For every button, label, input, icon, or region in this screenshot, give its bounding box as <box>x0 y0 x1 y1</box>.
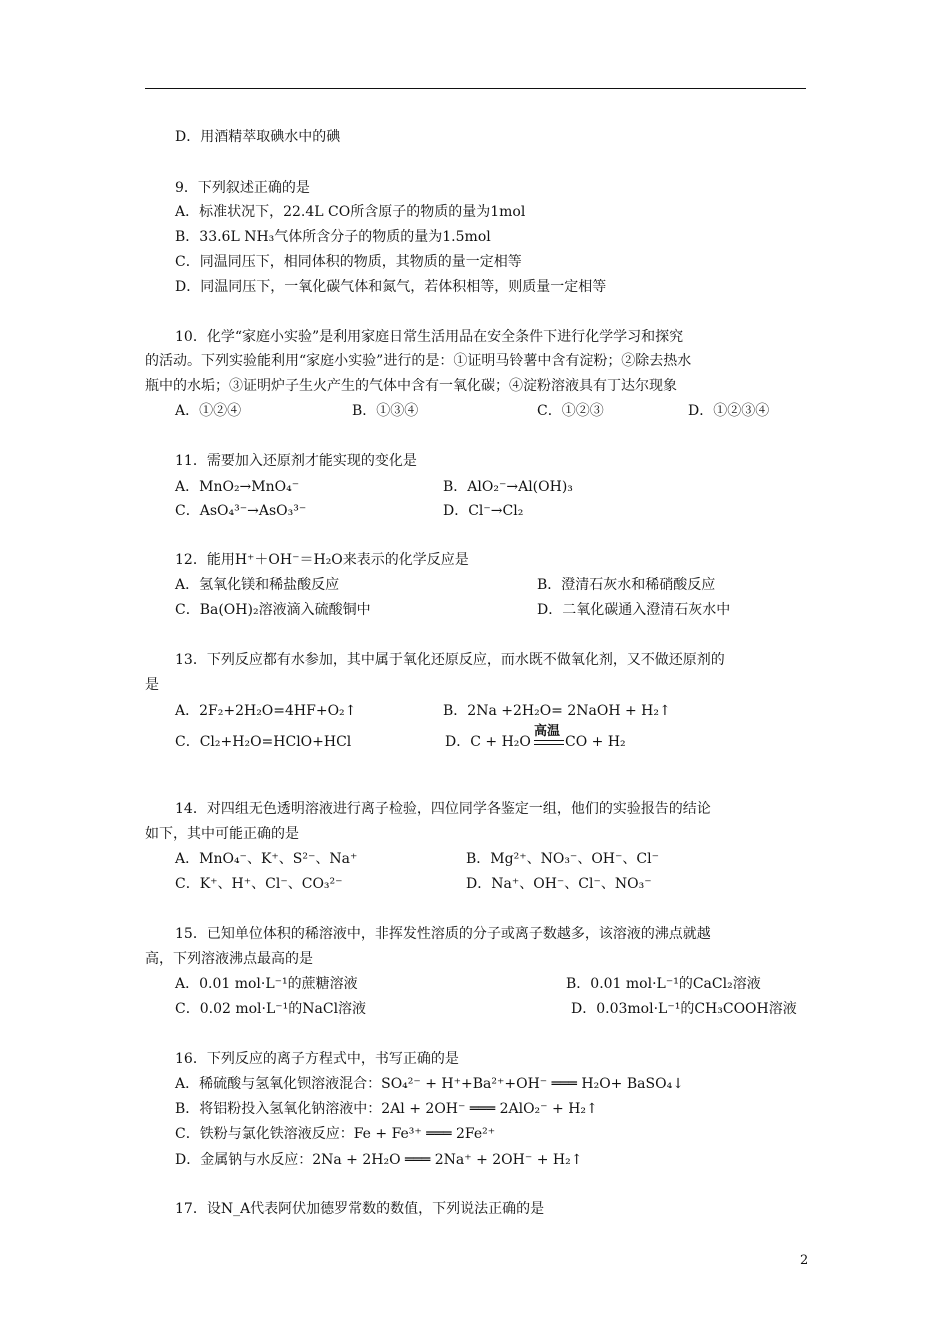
line-q12-stem: 12．能用H⁺＋OH⁻＝H₂O来表示的化学反应是 <box>175 552 469 568</box>
line-q10-b: B．①③④ <box>352 403 419 419</box>
line-q11-b: B．AlO₂⁻→Al(OH)₃ <box>443 479 573 495</box>
reaction-condition-label: 高温 <box>534 724 561 739</box>
line-q12-d: D．二氧化碳通入澄清石灰水中 <box>537 602 731 618</box>
line-q13-c: C．Cl₂+H₂O=HClO+HCl <box>175 734 352 750</box>
line-q15-stem-2: 高，下列溶液沸点最高的是 <box>145 951 313 967</box>
line-q15-b: B．0.01 mol·L⁻¹的CaCl₂溶液 <box>566 976 761 992</box>
line-q9-c: C．同温同压下，相同体积的物质，其物质的量一定相等 <box>175 254 522 270</box>
line-q15-c: C．0.02 mol·L⁻¹的NaCl溶液 <box>175 1001 367 1017</box>
line-q9-stem: 9．下列叙述正确的是 <box>175 180 310 196</box>
line-q13-d-left: D．C + H₂O <box>445 734 531 750</box>
line-q12-c: C．Ba(OH)₂溶液滴入硫酸铜中 <box>175 602 371 618</box>
line-q10-c: C．①②③ <box>537 403 604 419</box>
line-q13-d-right: CO + H₂ <box>565 734 626 750</box>
line-q14-b: B．Mg²⁺、NO₃⁻、OH⁻、Cl⁻ <box>466 851 659 867</box>
line-q14-c: C．K⁺、H⁺、Cl⁻、CO₃²⁻ <box>175 876 343 892</box>
line-q13-a: A．2F₂+2H₂O=4HF+O₂↑ <box>175 703 357 719</box>
line-q15-a: A．0.01 mol·L⁻¹的蔗糖溶液 <box>175 976 358 992</box>
equals-sign-top <box>534 740 564 741</box>
line-q14-a: A．MnO₄⁻、K⁺、S²⁻、Na⁺ <box>175 851 358 867</box>
line-q13-stem-2: 是 <box>145 677 159 693</box>
line-q10-a: A．①②④ <box>175 403 242 419</box>
line-q13-stem-1: 13．下列反应都有水参加，其中属于氧化还原反应，而水既不做氧化剂，又不做还原剂的 <box>175 652 725 668</box>
line-q14-d: D．Na⁺、OH⁻、Cl⁻、NO₃⁻ <box>466 876 652 892</box>
line-q16-a: A．稀硫酸与氢氧化钡溶液混合：SO₄²⁻ + H⁺+Ba²⁺+OH⁻ ═══ H₂O+ BaSO₄↓ <box>175 1076 684 1092</box>
line-q11-d: D．Cl⁻→Cl₂ <box>443 503 524 519</box>
line-q9-b: B．33.6L NH₃气体所含分子的物质的量为1.5mol <box>175 229 491 245</box>
line-q16-stem: 16．下列反应的离子方程式中，书写正确的是 <box>175 1051 459 1067</box>
line-q9-d: D．同温同压下，一氧化碳气体和氮气，若体积相等，则质量一定相等 <box>175 279 607 295</box>
line-q16-c: C．铁粉与氯化铁溶液反应：Fe + Fe³⁺ ═══ 2Fe²⁺ <box>175 1126 496 1142</box>
header-rule <box>145 88 806 89</box>
line-q12-b: B．澄清石灰水和稀硝酸反应 <box>537 577 716 593</box>
page-number: 2 <box>800 1253 809 1268</box>
line-q15-stem-1: 15．已知单位体积的稀溶液中，非挥发性溶质的分子或离子数越多，该溶液的沸点就越 <box>175 926 711 942</box>
line-q10-d: D．①②③④ <box>688 403 770 419</box>
line-q14-stem-1: 14．对四组无色透明溶液进行离子检验，四位同学各鉴定一组，他们的实验报告的结论 <box>175 801 711 817</box>
line-q14-stem-2: 如下，其中可能正确的是 <box>145 826 299 842</box>
line-q16-d: D．金属钠与水反应：2Na + 2H₂O ═══ 2Na⁺ + 2OH⁻ + H₂↑ <box>175 1152 583 1168</box>
line-q11-a: A．MnO₂→MnO₄⁻ <box>175 479 300 495</box>
line-q10-stem-3: 瓶中的水垢；③证明炉子生火产生的气体中含有一氧化碳；④淀粉溶液具有丁达尔现象 <box>145 378 677 394</box>
line-q9-a: A．标准状况下，22.4L CO所含原子的物质的量为1mol <box>175 204 526 220</box>
line-q11-stem: 11．需要加入还原剂才能实现的变化是 <box>175 453 417 469</box>
line-q10-stem-2: 的活动。下列实验能利用“家庭小实验”进行的是：①证明马铃薯中含有淀粉；②除去热水 <box>145 353 692 369</box>
line-q17-stem: 17．设N_A代表阿伏加德罗常数的数值，下列说法正确的是 <box>175 1201 545 1217</box>
line-q12-a: A．氢氧化镁和稀盐酸反应 <box>175 577 340 593</box>
line-q11-c: C．AsO₄³⁻→AsO₃³⁻ <box>175 503 307 519</box>
line-q10-stem-1: 10．化学“家庭小实验”是利用家庭日常生活用品在安全条件下进行化学学习和探究 <box>175 329 684 345</box>
line-q13-b: B．2Na +2H₂O= 2NaOH + H₂↑ <box>443 703 671 719</box>
equals-sign-bottom <box>534 744 564 745</box>
line-q15-d: D．0.03mol·L⁻¹的CH₃COOH溶液 <box>571 1001 797 1017</box>
line-q8-d: D．用酒精萃取碘水中的碘 <box>175 129 341 145</box>
line-q16-b: B．将铝粉投入氢氧化钠溶液中：2Al + 2OH⁻ ═══ 2AlO₂⁻ + H₂↑ <box>175 1101 598 1117</box>
